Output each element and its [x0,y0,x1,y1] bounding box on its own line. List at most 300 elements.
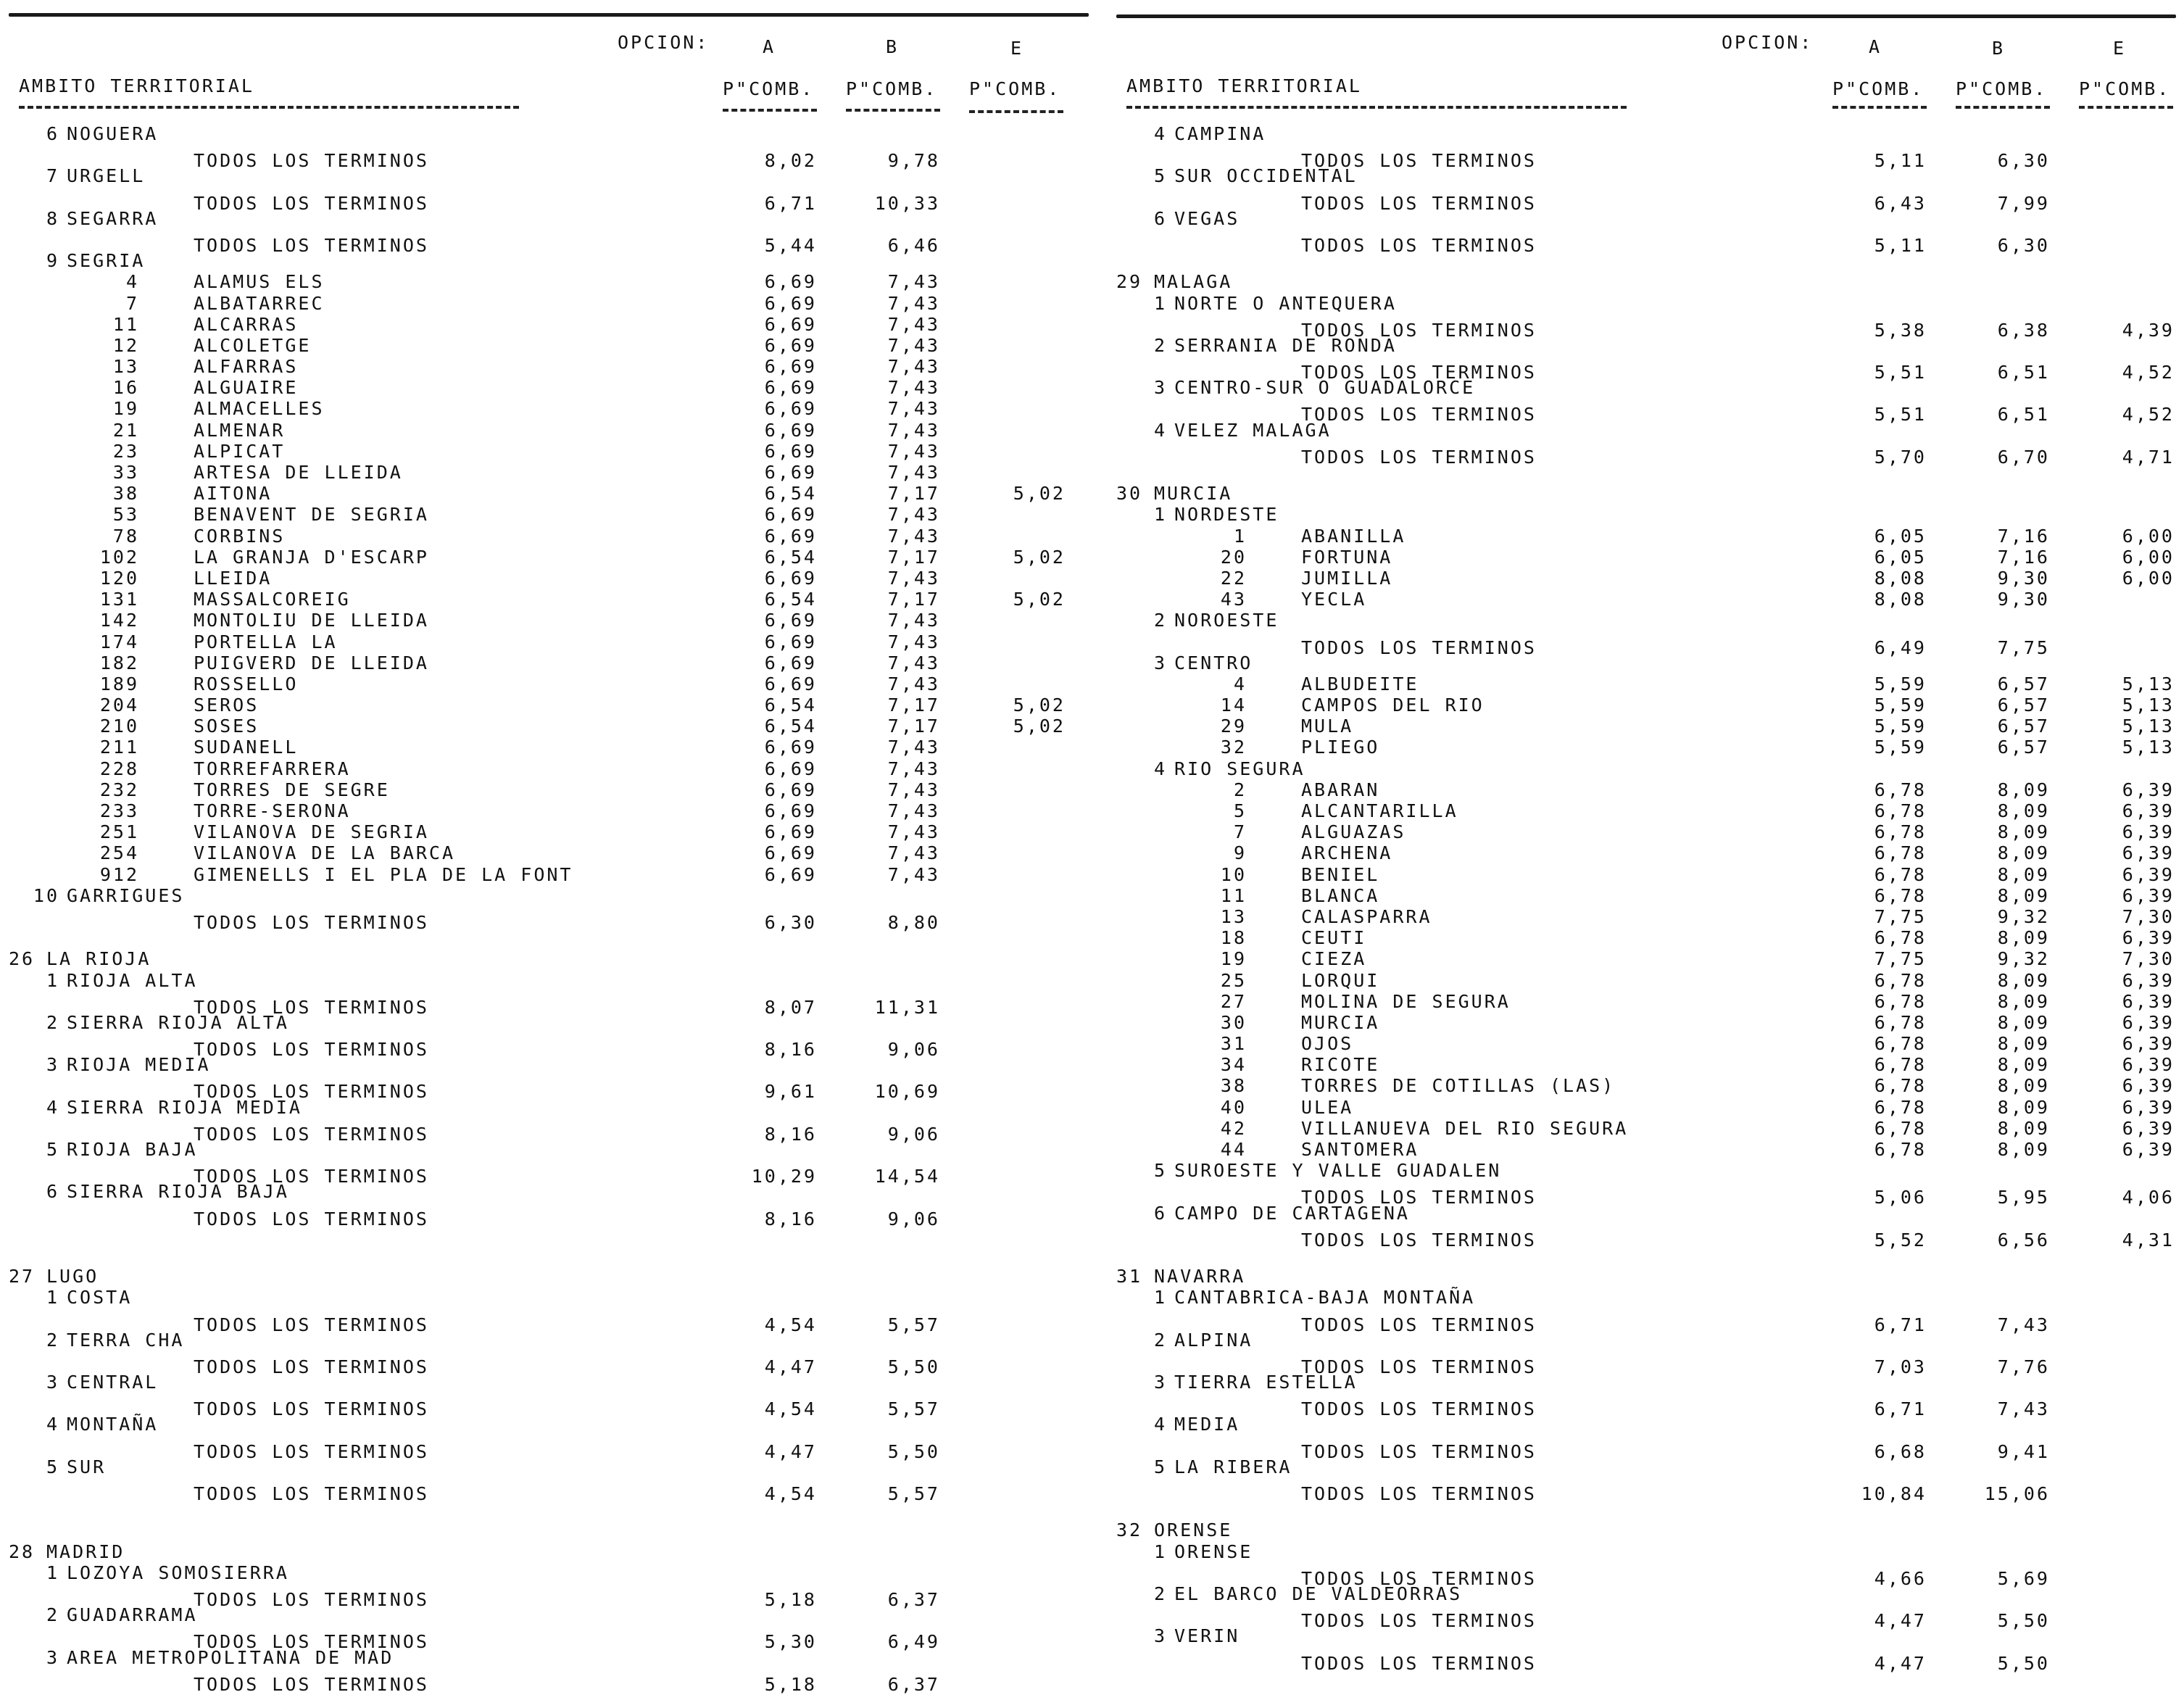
comarca-number: 1 [1153,504,1167,526]
ambito-underline [19,106,519,109]
value-b: 7,17 [887,589,940,610]
comarca-row [1116,1203,2176,1224]
province-name: LA RIOJA [46,948,151,970]
comarca-row [9,1012,1089,1033]
comarca-name: RIOJA BAJA [67,1139,198,1160]
value-a: 5,11 [1874,234,1927,256]
municipality-row [1116,589,2176,610]
municipality-name: ARTESA DE LLEIDA [194,462,403,483]
value-a: 6,54 [764,546,817,568]
value-e: 6,39 [2122,779,2175,800]
value-b: 8,09 [1997,990,2050,1012]
comarca-row [1116,293,2176,314]
value-a: 9,61 [764,1081,817,1103]
municipality-code: 42 [1220,1117,1247,1139]
value-b: 7,43 [887,737,940,758]
municipality-name: BENAVENT DE SEGRIA [194,504,429,526]
municipality-row [9,864,1089,885]
opcion-label: OPCION: [1722,32,1814,53]
comarca-row [1116,1414,2176,1435]
value-b: 6,37 [887,1673,940,1695]
comarca-number: 4 [1153,123,1167,144]
comarca-name: URGELL [67,165,146,187]
ambito-territorial-label: AMBITO TERRITORIAL [1126,75,1362,96]
value-a: 6,54 [764,483,817,505]
comarca-number: 2 [46,1329,59,1351]
value-b: 7,17 [887,694,940,716]
all-terms-label: TODOS LOS TERMINOS [1301,319,1537,341]
municipality-code: 12 [112,334,139,356]
value-b: 6,56 [1997,1229,2050,1251]
municipality-name: ALPICAT [194,440,286,462]
value-e: 6,39 [2122,1117,2175,1139]
municipality-code: 43 [1220,589,1247,610]
col-e-underline [2079,106,2173,109]
col-a-underline [1832,106,1927,109]
comarca-name: NOROESTE [1174,610,1279,631]
comarca-number: 2 [46,1011,59,1033]
value-e: 5,13 [2122,716,2175,737]
comarca-row [1116,504,2176,525]
all-terms-row [1116,1477,2176,1504]
comarca-row [9,1181,1089,1202]
top-rule [1116,14,2176,18]
comarca-row [1116,420,2176,441]
municipality-row [1116,1054,2176,1075]
all-terms-label: TODOS LOS TERMINOS [194,1588,429,1610]
municipality-row [9,589,1089,610]
value-b: 6,51 [1997,362,2050,383]
comarca-name: MEDIA [1174,1414,1240,1435]
municipality-name: CEUTI [1301,927,1367,949]
value-a: 5,51 [1874,362,1927,383]
value-a: 8,16 [764,1039,817,1061]
comarca-name: RIOJA MEDIA [67,1054,211,1076]
value-a: 4,54 [764,1483,817,1504]
value-a: 6,78 [1874,990,1927,1012]
value-b: 6,30 [1997,234,2050,256]
municipality-code: 27 [1220,990,1247,1012]
value-b: 7,76 [1997,1356,2050,1377]
municipality-code: 228 [99,758,139,779]
value-b: 7,16 [1997,546,2050,568]
province-number: 30 [1116,483,1143,505]
value-a: 10,84 [1861,1483,1927,1504]
municipality-code: 9 [1233,842,1247,864]
value-a: 7,03 [1874,1356,1927,1377]
comarca-number: 5 [1153,165,1167,187]
value-b: 9,78 [887,150,940,172]
municipality-row [9,504,1089,525]
value-a: 6,05 [1874,525,1927,547]
value-e: 5,02 [1013,589,1066,610]
all-terms-row [1116,356,2176,383]
comarca-row [1116,377,2176,398]
municipality-name: SUDANELL [194,737,299,758]
comarca-row [9,1372,1089,1393]
value-a: 6,69 [764,631,817,652]
all-terms-row [9,144,1089,172]
comarca-number: 1 [1153,1287,1167,1309]
municipality-code: 14 [1220,694,1247,716]
value-b: 9,30 [1997,589,2050,610]
province-name: NAVARRA [1154,1266,1246,1288]
comarca-number: 5 [1153,1160,1167,1182]
municipality-name: ALBATARREC [194,292,325,314]
value-a: 6,78 [1874,1054,1927,1076]
col-b-label: P"COMB. [846,78,938,99]
municipality-row [9,652,1089,673]
value-a: 6,69 [764,313,817,335]
value-a: 6,78 [1874,779,1927,800]
value-a: 8,16 [764,1208,817,1230]
municipality-name: ALGUAIRE [194,377,299,399]
municipality-row [1116,673,2176,694]
comarca-row [9,123,1089,144]
value-b: 9,32 [1997,905,2050,927]
municipality-code: 18 [1220,927,1247,949]
value-b: 8,09 [1997,1139,2050,1160]
comarca-number: 6 [1153,207,1167,229]
province-row [9,1541,1089,1562]
municipality-row [9,547,1089,568]
value-a: 7,75 [1874,905,1927,927]
all-terms-row [1116,631,2176,658]
spacer [9,1519,1089,1541]
value-b: 9,41 [1997,1440,2050,1462]
value-a: 6,78 [1874,800,1927,821]
value-b: 7,43 [887,631,940,652]
comarca-name: CANTABRICA-BAJA MONTAÑA [1174,1287,1476,1309]
value-b: 7,43 [887,842,940,864]
all-terms-row [1116,187,2176,214]
all-terms-label: TODOS LOS TERMINOS [194,1208,429,1230]
value-b: 7,43 [887,863,940,885]
comarca-row [1116,1541,2176,1562]
municipality-row [9,377,1089,398]
value-b: 8,09 [1997,842,2050,864]
comarca-number: 3 [46,1372,59,1393]
all-terms-label: TODOS LOS TERMINOS [1301,1314,1537,1335]
comarca-number: 5 [46,1139,59,1160]
all-terms-row [9,906,1089,933]
comarca-name: SEGARRA [67,207,159,229]
value-a: 8,02 [764,150,817,172]
municipality-name: RICOTE [1301,1054,1380,1076]
value-a: 5,70 [1874,446,1927,468]
all-terms-row [1116,441,2176,468]
municipality-code: 251 [99,821,139,843]
municipality-name: ARCHENA [1301,842,1393,864]
province-number: 26 [9,948,36,970]
value-e: 5,02 [1013,694,1066,716]
value-a: 5,06 [1874,1187,1927,1208]
value-a: 6,54 [764,694,817,716]
municipality-row [1116,547,2176,568]
comarca-name: RIOJA ALTA [67,969,198,991]
left-table-body [9,123,1089,1695]
value-a: 5,11 [1874,150,1927,172]
all-terms-row [9,1203,1089,1230]
value-e: 5,13 [2122,694,2175,716]
all-terms-row [1116,314,2176,341]
value-e: 6,39 [2122,1054,2175,1076]
value-a: 6,71 [1874,1398,1927,1420]
municipality-code: 34 [1220,1054,1247,1076]
all-terms-row [9,1625,1089,1653]
municipality-row [1116,842,2176,863]
comarca-number: 2 [1153,334,1167,356]
comarca-name: AREA METROPOLITANA DE MAD [67,1646,394,1668]
all-terms-row [9,1583,1089,1610]
value-e: 6,39 [2122,800,2175,821]
value-e: 6,39 [2122,842,2175,864]
value-a: 4,47 [1874,1610,1927,1632]
municipality-row [9,800,1089,821]
comarca-number: 8 [46,207,59,229]
all-terms-row [9,1160,1089,1187]
municipality-row [9,779,1089,800]
value-b: 5,57 [887,1398,940,1420]
municipality-name: LLEIDA [194,567,273,589]
value-a: 4,47 [764,1440,817,1462]
comarca-number: 5 [1153,1456,1167,1477]
municipality-name: ALCARRAS [194,313,299,335]
all-terms-label: TODOS LOS TERMINOS [194,1039,429,1061]
municipality-row [9,335,1089,356]
spacer [1116,462,2176,483]
comarca-number: 3 [1153,652,1167,673]
value-a: 8,16 [764,1123,817,1145]
municipality-code: 78 [112,525,139,547]
province-number: 29 [1116,271,1143,293]
municipality-code: 22 [1220,567,1247,589]
all-terms-label: TODOS LOS TERMINOS [1301,1652,1537,1674]
comarca-name: GARRIGUES [67,884,185,906]
comarca-number: 1 [1153,292,1167,314]
comarca-number: 1 [46,969,59,991]
comarca-number: 4 [1153,1414,1167,1435]
value-a: 6,49 [1874,637,1927,658]
value-a: 8,08 [1874,589,1927,610]
municipality-row [9,737,1089,758]
value-b: 9,32 [1997,948,2050,970]
all-terms-label: TODOS LOS TERMINOS [194,150,429,172]
municipality-name: ALMACELLES [194,398,325,420]
municipality-row [9,314,1089,335]
value-a: 6,69 [764,334,817,356]
municipality-name: ULEA [1301,1096,1354,1118]
municipality-name: SOSES [194,716,259,737]
province-row [1116,1266,2176,1287]
comarca-row [9,970,1089,991]
value-b: 7,43 [887,525,940,547]
municipality-name: CORBINS [194,525,286,547]
municipality-row [9,694,1089,716]
municipality-name: ALMENAR [194,419,286,441]
municipality-row [1116,1118,2176,1139]
municipality-name: JUMILLA [1301,567,1393,589]
value-a: 6,69 [764,377,817,399]
municipality-row [9,420,1089,441]
municipality-row [1116,821,2176,842]
value-a: 6,69 [764,440,817,462]
all-terms-label: TODOS LOS TERMINOS [194,1673,429,1695]
municipality-code: 131 [99,589,139,610]
value-a: 6,69 [764,737,817,758]
comarca-name: CAMPO DE CARTAGENA [1174,1202,1410,1224]
col-e-underline [969,110,1063,113]
comarca-name: SIERRA RIOJA ALTA [67,1011,289,1033]
comarca-name: SERRANIA DE RONDA [1174,334,1397,356]
comarca-row [1116,1372,2176,1393]
comarca-row [9,1330,1089,1351]
value-b: 7,43 [1997,1314,2050,1335]
comarca-row [1116,165,2176,186]
all-terms-label: TODOS LOS TERMINOS [194,1166,429,1187]
all-terms-label: TODOS LOS TERMINOS [194,1631,429,1653]
comarca-name: TIERRA ESTELLA [1174,1372,1358,1393]
all-terms-row [1116,1647,2176,1674]
comarca-number: 2 [1153,610,1167,631]
value-b: 7,17 [887,483,940,505]
municipality-row [9,271,1089,292]
municipality-name: PLIEGO [1301,737,1380,758]
comarca-name: SEGRIA [67,250,146,272]
municipality-name: SEROS [194,694,259,716]
value-a: 5,30 [764,1631,817,1653]
value-a: 5,38 [1874,319,1927,341]
comarca-name: SIERRA RIOJA BAJA [67,1181,289,1203]
value-a: 6,78 [1874,1075,1927,1097]
province-row [1116,271,2176,292]
municipality-row [9,821,1089,842]
value-b: 5,95 [1997,1187,2050,1208]
value-b: 8,09 [1997,927,2050,949]
value-b: 7,43 [887,419,940,441]
all-terms-label: TODOS LOS TERMINOS [1301,234,1537,256]
all-terms-label: TODOS LOS TERMINOS [1301,1356,1537,1377]
value-b: 8,09 [1997,779,2050,800]
value-a: 6,71 [1874,1314,1927,1335]
value-b: 6,37 [887,1588,940,1610]
comarca-number: 1 [1153,1541,1167,1562]
value-b: 5,57 [887,1314,940,1335]
all-terms-label: TODOS LOS TERMINOS [194,1123,429,1145]
value-a: 8,07 [764,996,817,1018]
value-e: 6,39 [2122,990,2175,1012]
value-a: 6,43 [1874,192,1927,214]
comarca-number: 1 [46,1562,59,1583]
spacer [9,1498,1089,1519]
municipality-code: 13 [1220,905,1247,927]
comarca-name: CAMPINA [1174,123,1266,144]
municipality-code: 5 [1233,800,1247,821]
all-terms-label: TODOS LOS TERMINOS [1301,1398,1537,1420]
municipality-code: 16 [112,377,139,399]
province-number: 28 [9,1541,36,1562]
value-a: 6,71 [764,192,817,214]
municipality-row [1116,1097,2176,1118]
municipality-code: 7 [125,292,139,314]
municipality-code: 23 [112,440,139,462]
opcion-label: OPCION: [618,32,710,53]
value-e: 6,00 [2122,567,2175,589]
value-b: 9,06 [887,1208,940,1230]
municipality-code: 2 [1233,779,1247,800]
comarca-name: CENTRO-SUR O GUADALORCE [1174,377,1476,399]
value-b: 7,43 [887,504,940,526]
municipality-name: TORREFARRERA [194,758,351,779]
municipality-name: ROSSELLO [194,673,299,694]
municipality-name: MASSALCOREIG [194,589,351,610]
value-b: 6,30 [1997,150,2050,172]
value-a: 6,69 [764,758,817,779]
municipality-code: 120 [99,567,139,589]
value-e: 7,30 [2122,948,2175,970]
col-e-label: P"COMB. [2079,78,2171,99]
comarca-row [1116,758,2176,779]
municipality-row [1116,885,2176,906]
comarca-number: 2 [1153,1583,1167,1604]
col-e-label: P"COMB. [969,78,1061,99]
spacer [1116,1245,2176,1266]
comarca-row [1116,1287,2176,1308]
municipality-row [1116,991,2176,1012]
option-a-label: A [763,36,776,57]
municipality-row [1116,948,2176,969]
comarca-number: 4 [1153,758,1167,779]
all-terms-label: TODOS LOS TERMINOS [194,1081,429,1103]
municipality-name: ALCOLETGE [194,334,312,356]
value-b: 8,09 [1997,1033,2050,1055]
municipality-name: PUIGVERD DE LLEIDA [194,652,429,673]
municipality-code: 182 [99,652,139,673]
value-b: 9,30 [1997,567,2050,589]
value-a: 6,69 [764,292,817,314]
value-b: 5,50 [887,1440,940,1462]
all-terms-row [9,1075,1089,1103]
value-a: 6,78 [1874,842,1927,864]
municipality-name: LORQUI [1301,969,1380,991]
value-b: 5,50 [1997,1610,2050,1632]
option-e-label: E [2113,38,2127,59]
all-terms-label: TODOS LOS TERMINOS [194,1356,429,1377]
value-b: 7,16 [1997,525,2050,547]
spacer [1116,250,2176,271]
all-terms-row [1116,144,2176,172]
value-b: 7,43 [887,652,940,673]
all-terms-label: TODOS LOS TERMINOS [1301,192,1537,214]
municipality-row [9,462,1089,483]
municipality-row [1116,1139,2176,1160]
value-b: 15,06 [1984,1483,2050,1504]
value-e: 5,02 [1013,716,1066,737]
all-terms-row [1116,1224,2176,1251]
comarca-row [1116,208,2176,229]
municipality-name: VILANOVA DE LA BARCA [194,842,456,864]
comarca-number: 3 [1153,377,1167,399]
comarca-number: 4 [46,1096,59,1118]
municipality-name: ABANILLA [1301,525,1406,547]
municipality-name: TORRE-SERONA [194,800,351,821]
municipality-name: ALAMUS ELS [194,271,325,293]
value-b: 7,43 [887,292,940,314]
all-terms-label: TODOS LOS TERMINOS [1301,1187,1537,1208]
value-a: 6,69 [764,462,817,483]
comarca-name: NORDESTE [1174,504,1279,526]
municipality-name: PORTELLA LA [194,631,338,652]
